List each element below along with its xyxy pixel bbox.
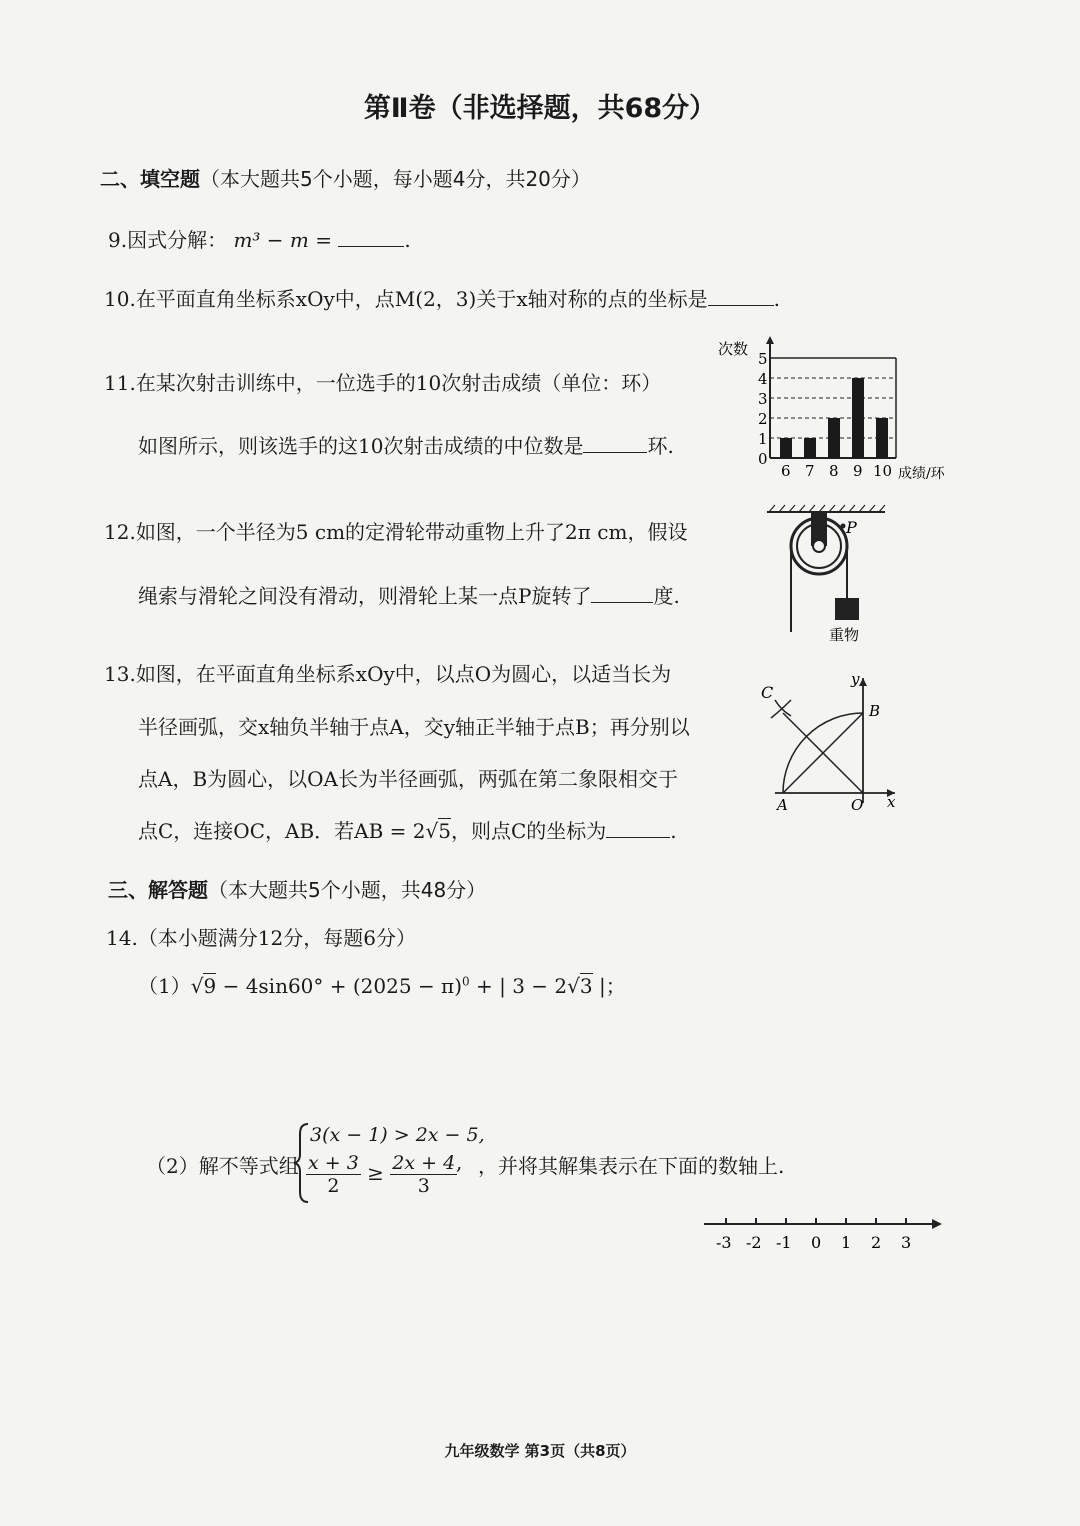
label-a: A bbox=[777, 796, 788, 814]
label-x: x bbox=[887, 793, 896, 811]
q13-end: . bbox=[670, 819, 677, 843]
label-y: y bbox=[851, 670, 860, 688]
chart-x-tick-label: 8 bbox=[829, 462, 839, 480]
chart-y-tick-label: 4 bbox=[758, 370, 768, 388]
y-axis-arrow-icon bbox=[859, 678, 867, 686]
q12-end: 度. bbox=[653, 584, 680, 608]
chart-bar bbox=[804, 438, 816, 458]
q11-end: 环. bbox=[647, 434, 674, 458]
coordinate-figure bbox=[755, 668, 910, 818]
q10-answer-blank[interactable] bbox=[708, 285, 774, 306]
q9-number: 9. bbox=[108, 228, 128, 252]
chart-x-tick-label: 10 bbox=[873, 462, 893, 480]
label-c: C bbox=[761, 683, 774, 702]
q13-text-line2: 半径画弧，交x轴负半轴于点A，交y轴正半轴于点B；再分别以 bbox=[138, 715, 690, 739]
chart-y-tick-label: 1 bbox=[758, 430, 768, 448]
fraction-1 bbox=[306, 1152, 361, 1197]
q11-number: 11. bbox=[104, 371, 136, 395]
q12-number: 12. bbox=[104, 520, 136, 544]
q9-expression: m³ − m = bbox=[233, 228, 332, 252]
section-3-label: 三、解答题 bbox=[108, 878, 208, 902]
section-2-note: （本大题共5个小题，每小题4分，共20分） bbox=[200, 167, 591, 191]
chart-x-label: 成绩/环 bbox=[898, 466, 945, 482]
fraction-2 bbox=[390, 1152, 457, 1197]
q14-part1-exponent: 0 bbox=[462, 974, 470, 989]
number-line-tick-label: -1 bbox=[776, 1233, 792, 1252]
sqrt-icon: √ bbox=[190, 974, 204, 998]
number-line-arrow-icon bbox=[932, 1219, 942, 1229]
chart-y-tick-label: 2 bbox=[758, 410, 768, 428]
q13-text-line3: 点A，B为圆心，以OA长为半径画弧，两弧在第二象限相交于 bbox=[138, 767, 678, 791]
pulley-figure bbox=[755, 500, 895, 650]
question-14 bbox=[106, 922, 416, 951]
question-11-line2 bbox=[138, 430, 674, 459]
q13-radicand: 5 bbox=[438, 819, 451, 843]
q14-inequality-2 bbox=[306, 1152, 457, 1197]
q12-answer-blank[interactable] bbox=[591, 582, 653, 603]
chart-y-arrow-icon bbox=[766, 336, 774, 344]
q12-text-line2: 绳索与滑轮之间没有滑动，则滑轮上某一点P旋转了 bbox=[138, 584, 592, 608]
chart-y-tick-label: 0 bbox=[758, 450, 768, 468]
label-b: B bbox=[869, 702, 881, 720]
point-p-label: P bbox=[846, 518, 857, 537]
chart-x-tick-label: 9 bbox=[853, 462, 863, 480]
q14-note: （本小题满分12分，每题6分） bbox=[137, 926, 416, 950]
geq-sign: ≥ bbox=[367, 1161, 384, 1185]
q11-text-line2: 如图所示，则该选手的这10次射击成绩的中位数是 bbox=[138, 434, 584, 458]
q10-text: 在平面直角坐标系xOy中，点M(2，3)关于x轴对称的点的坐标是 bbox=[135, 287, 708, 311]
q13-text-line1: 如图，在平面直角坐标系xOy中，以点O为圆心，以适当长为 bbox=[135, 662, 672, 686]
q14-part1-abs-close: |； bbox=[592, 974, 626, 998]
arc-mark-2 bbox=[771, 700, 791, 718]
q9-end: . bbox=[404, 228, 411, 252]
fraction-1-denominator: 2 bbox=[327, 1175, 340, 1197]
fraction-1-numerator: x + 3 bbox=[308, 1152, 359, 1174]
question-13-line3 bbox=[138, 763, 678, 792]
q14-number: 14. bbox=[106, 926, 138, 950]
number-line-tick-label: 2 bbox=[871, 1233, 882, 1252]
ceiling-hatch bbox=[769, 505, 885, 512]
chart-x-tick-label: 6 bbox=[781, 462, 791, 480]
q14-part2-label: （2）解不等式组 bbox=[146, 1154, 299, 1178]
question-11-line1 bbox=[104, 367, 661, 396]
q14-part2-comma: , bbox=[456, 1150, 463, 1174]
q13-number: 13. bbox=[104, 662, 136, 686]
number-line-tick-label: 3 bbox=[901, 1233, 912, 1252]
q11-text-line1: 在某次射击训练中，一位选手的10次射击成绩（单位：环） bbox=[135, 371, 662, 395]
q14-inequality-1: 3(x − 1) > 2x − 5, bbox=[310, 1124, 485, 1146]
q14-part2-tail: ，并将其解集表示在下面的数轴上. bbox=[478, 1154, 785, 1178]
q13-text-line4a: 点C，连接OC，AB．若AB = 2 bbox=[138, 819, 426, 843]
chart-bar bbox=[876, 418, 888, 458]
q13-answer-blank[interactable] bbox=[606, 817, 670, 838]
q13-text-line4c: ，则点C的坐标为 bbox=[450, 819, 607, 843]
question-13-line4 bbox=[138, 815, 677, 844]
q10-end: . bbox=[773, 287, 780, 311]
section-3-heading bbox=[108, 874, 486, 903]
q14-part1-expr: − 4sin60° + (2025 − π) bbox=[216, 974, 462, 998]
number-line-tick-label: -2 bbox=[746, 1233, 762, 1252]
number-line-tick-label: 1 bbox=[841, 1233, 852, 1252]
question-13-line2 bbox=[138, 711, 690, 740]
chart-bar bbox=[780, 438, 792, 458]
sqrt-icon: √ bbox=[567, 974, 580, 998]
question-10 bbox=[104, 283, 780, 312]
section-2-heading bbox=[100, 163, 591, 192]
number-line bbox=[700, 1210, 950, 1260]
question-12-line2 bbox=[138, 580, 680, 609]
pulley-axle bbox=[813, 540, 825, 552]
weight-label: 重物 bbox=[829, 626, 860, 644]
sqrt-icon: √ bbox=[425, 819, 439, 843]
question-12-line1 bbox=[104, 516, 687, 545]
q11-answer-blank[interactable] bbox=[583, 432, 647, 453]
chart-y-tick-label: 5 bbox=[758, 350, 768, 368]
number-line-tick-label: -3 bbox=[716, 1233, 732, 1252]
q9-answer-blank[interactable] bbox=[338, 226, 404, 247]
bar-chart-group bbox=[718, 336, 946, 482]
number-line-tick-label: 0 bbox=[811, 1233, 822, 1252]
q9-text: 因式分解： bbox=[127, 228, 228, 252]
fraction-2-numerator: 2x + 4 bbox=[392, 1152, 456, 1174]
label-o: O bbox=[851, 796, 864, 814]
fraction-2-denominator: 3 bbox=[417, 1175, 430, 1197]
q14-sqrt3-radicand: 3 bbox=[579, 974, 593, 998]
chart-x-tick-label: 7 bbox=[805, 462, 815, 480]
q12-text-line1: 如图，一个半径为5 cm的定滑轮带动重物上升了2π cm，假设 bbox=[135, 520, 688, 544]
page-footer: 九年级数学 第3页（共8页） bbox=[444, 1442, 636, 1460]
q14-sqrt9-radicand: 9 bbox=[203, 974, 217, 998]
q14-part1-label: （1） bbox=[138, 974, 191, 998]
question-9 bbox=[108, 224, 411, 253]
weight-block bbox=[835, 598, 859, 620]
chart-bar bbox=[852, 378, 864, 458]
q14-part1-abs-open: + | 3 − 2 bbox=[469, 974, 568, 998]
q10-number: 10. bbox=[104, 287, 136, 311]
q14-part1 bbox=[138, 970, 626, 999]
question-13-line1 bbox=[104, 658, 671, 687]
point-p-dot bbox=[841, 524, 846, 529]
shooting-bar-chart bbox=[712, 320, 962, 490]
chart-y-tick-label: 3 bbox=[758, 390, 768, 408]
chart-y-label: 次数 bbox=[718, 340, 749, 358]
page-title: 第Ⅱ卷（非选择题，共68分） bbox=[363, 93, 717, 124]
chart-bar bbox=[828, 418, 840, 458]
section-2-label: 二、填空题 bbox=[100, 167, 200, 191]
section-3-note: （本大题共5个小题，共48分） bbox=[208, 878, 487, 902]
